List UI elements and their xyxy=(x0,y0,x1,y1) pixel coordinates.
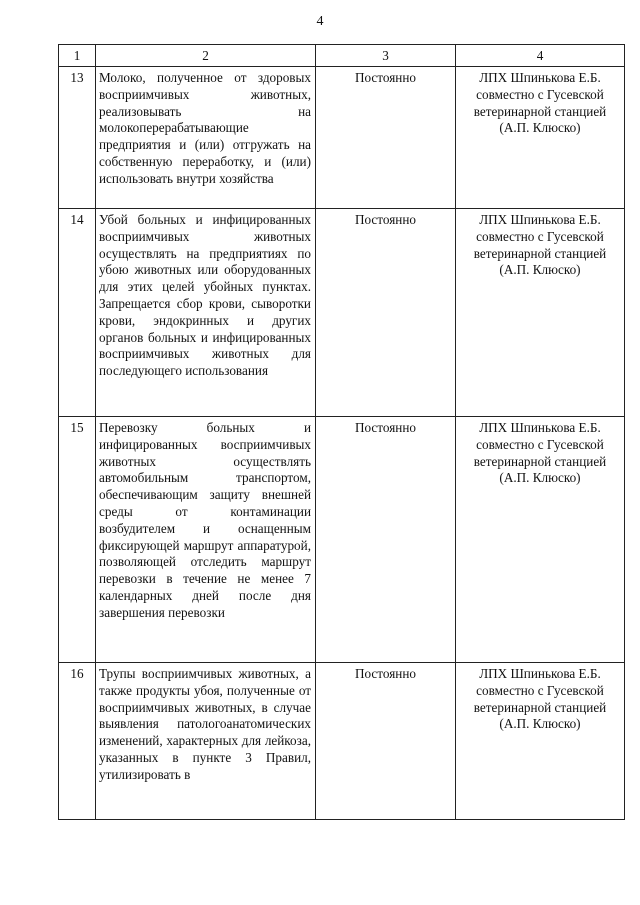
measure-text: Молоко, полученное от здоровых восприимчивых животных, реализовывать на молокоперерабатывающие предприятия и (или) отгружать на собственную переработку, и (или) использовать внутри хозяйства xyxy=(96,67,316,209)
period-cell: Постоянно xyxy=(316,209,456,417)
table-row xyxy=(59,209,625,417)
period-cell: Постоянно xyxy=(316,663,456,820)
period-cell: Постоянно xyxy=(316,67,456,209)
measure-text: Перевозку больных и инфицированных восприимчивых животных осуществлять автомобильным транспортом, обеспечивающим защиту внешней среды от контаминации возбудителем и оснащенным фиксирующей маршрут аппаратурой, позволяющей отследить маршрут перевозки в течение не менее 7 календарных дней после дня завершения перевозки xyxy=(96,417,316,663)
column-header-2: 2 xyxy=(96,45,316,67)
measure-text: Трупы восприимчивых животных, а также продукты убоя, полученные от восприимчивых животных, в случае выявления патологоанатомических изменений, характерных для лейкоза, указанных в пункте 3 Правил, утилизировать в xyxy=(96,663,316,820)
table-row xyxy=(59,67,625,209)
responsible-cell: ЛПХ Шпинькова Е.Б. совместно с Гусевской ветеринарной станцией (А.П. Клюско) xyxy=(456,67,625,209)
column-header-3: 3 xyxy=(316,45,456,67)
page-number: 4 xyxy=(316,14,324,29)
period-cell: Постоянно xyxy=(316,417,456,663)
table-row xyxy=(59,663,625,820)
responsible-cell: ЛПХ Шпинькова Е.Б. совместно с Гусевской ветеринарной станцией (А.П. Клюско) xyxy=(456,209,625,417)
column-header-1: 1 xyxy=(59,45,96,67)
row-number: 13 xyxy=(59,67,96,209)
row-number: 15 xyxy=(59,417,96,663)
measure-text: Убой больных и инфицированных восприимчивых животных осуществлять на предприятиях по убою животных или оборудованных для этих целей убойных пунктах. Запрещается сбор крови, сыворотки крови, эндокринных и других органов больных и инфицированных восприимчивых животных для последующего использования xyxy=(96,209,316,417)
table-header-row xyxy=(59,45,625,67)
responsible-cell: ЛПХ Шпинькова Е.Б. совместно с Гусевской ветеринарной станцией (А.П. Клюско) xyxy=(456,663,625,820)
responsible-cell: ЛПХ Шпинькова Е.Б. совместно с Гусевской ветеринарной станцией (А.П. Клюско) xyxy=(456,417,625,663)
row-number: 16 xyxy=(59,663,96,820)
column-header-4: 4 xyxy=(456,45,625,67)
row-number: 14 xyxy=(59,209,96,417)
table-row xyxy=(59,417,625,663)
measures-table xyxy=(58,44,625,820)
